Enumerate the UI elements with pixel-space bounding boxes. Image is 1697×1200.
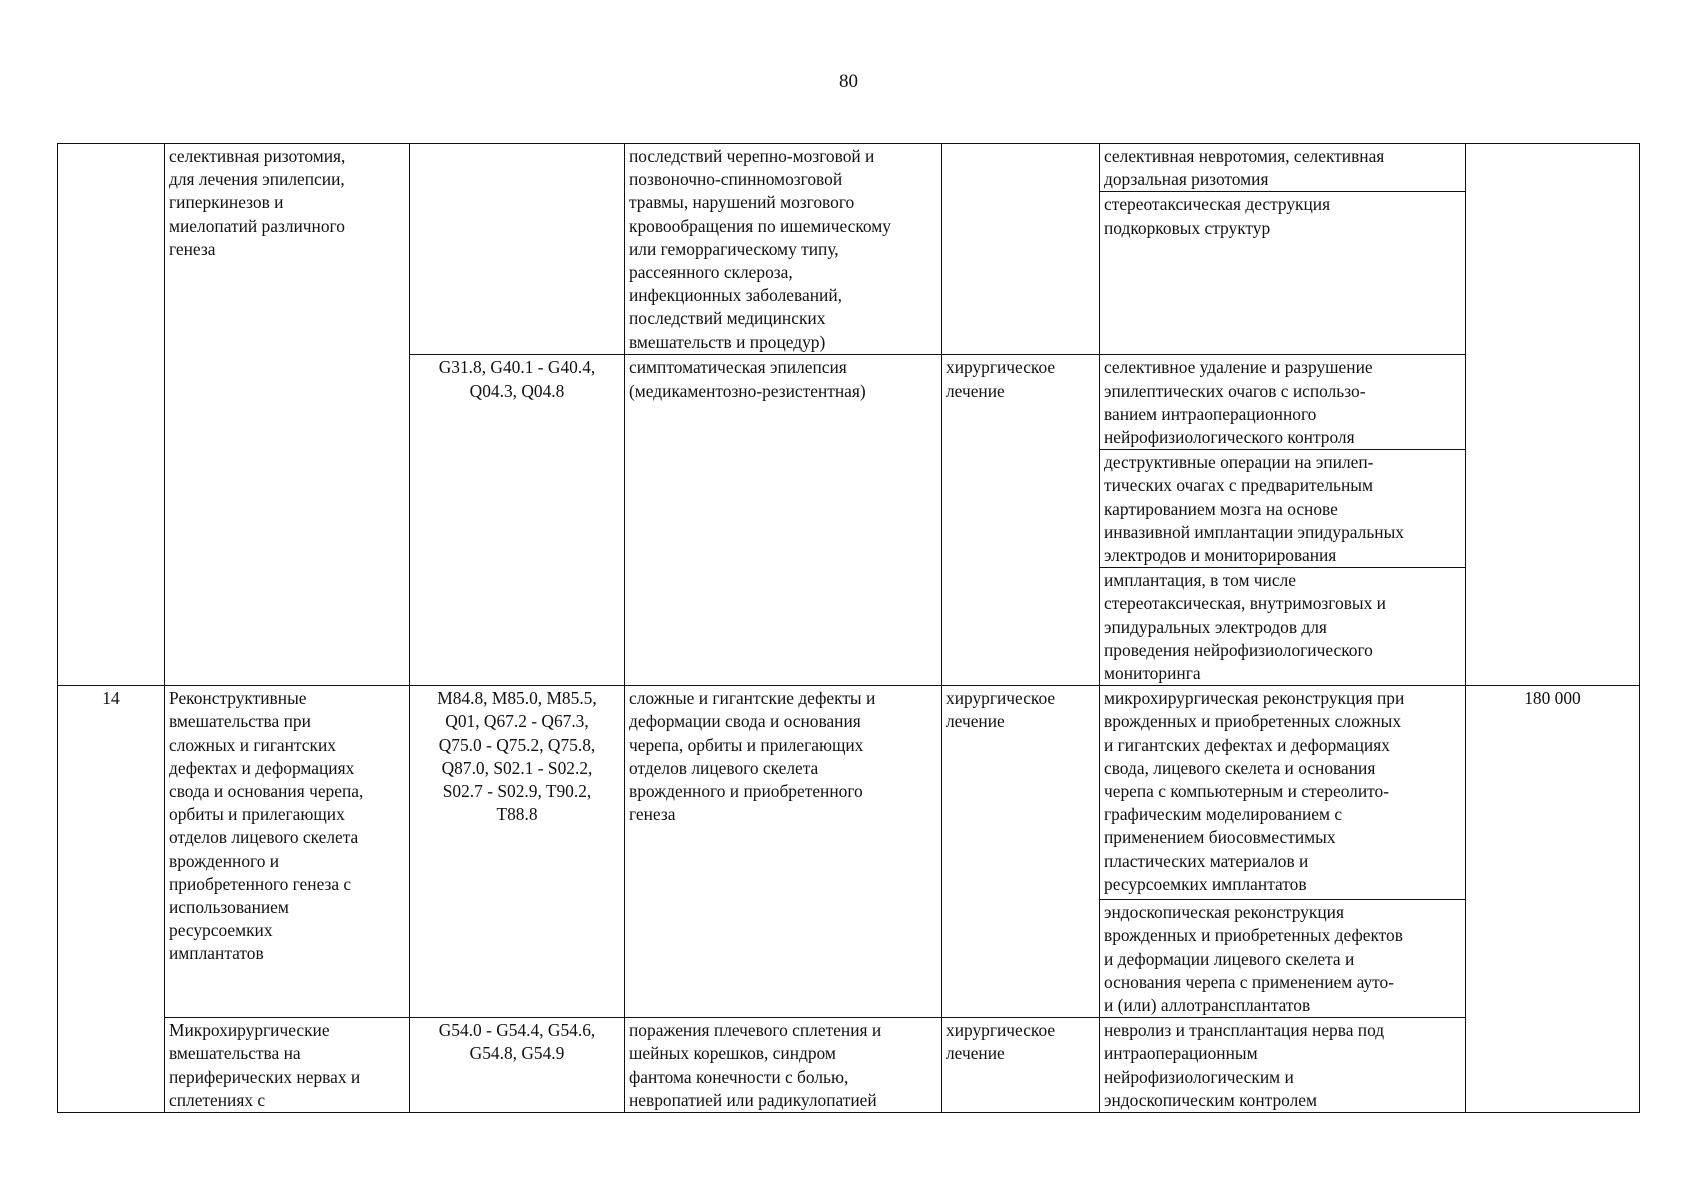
page-number: 80 bbox=[839, 71, 858, 92]
cell-intervention-name bbox=[165, 1018, 410, 1113]
diagnosis-text: симптоматическая эпилепсия (медикаментозно-резистентная) bbox=[629, 357, 866, 401]
cell-treatment bbox=[942, 1018, 1100, 1113]
cell-cost bbox=[1466, 686, 1640, 1113]
cost-text: 180 000 bbox=[1524, 688, 1581, 709]
cell-intervention-name bbox=[165, 144, 410, 686]
row-number-text: 14 bbox=[102, 688, 120, 709]
intervention-name-text: селективная ризотомия, для лечения эпилепсии, гиперкинезов и миелопатий различного генеза bbox=[169, 146, 346, 259]
cell-treatment bbox=[942, 686, 1100, 1018]
method-text: селективная невротомия, селективная дорзальная ризотомия bbox=[1104, 146, 1385, 190]
medical-services-table bbox=[57, 143, 1640, 1113]
cell-diagnosis bbox=[625, 1018, 942, 1113]
table-row bbox=[58, 1018, 1640, 1113]
method-text: невролиз и трансплантация нерва под интраоперационным нейрофизиологическим и эндоскопическим контролем bbox=[1104, 1020, 1385, 1110]
cell-diagnosis bbox=[625, 144, 942, 355]
method-text: микрохирургическая реконструкция при врожденных и приобретенных сложных и гигантских дефектах и деформациях свода, лицевого скелета и основания черепа с компьютерным и стереолито- графическим моделированием с применением биосовместимых пластических материалов и ресурсоемких имплантатов bbox=[1104, 688, 1405, 894]
method-text: селективное удаление и разрушение эпилептических очагов с использо- ванием интраоперационного нейрофизиологического контроля bbox=[1104, 357, 1373, 448]
intervention-name-text: Реконструктивные вмешательства при сложных и гигантских дефектах и деформациях свода и основания черепа, орбиты и прилегающих отделов лицевого скелета врожденного и приобретенного генеза с использованием ресурсоемких имплантатов bbox=[169, 688, 364, 964]
method-text: стереотаксическая деструкция подкорковых структур bbox=[1104, 194, 1331, 238]
cell-row-number bbox=[58, 686, 165, 1113]
cell-icd-codes bbox=[410, 355, 625, 686]
cell-intervention-name bbox=[165, 686, 410, 1018]
icd-codes-text: G54.0 - G54.4, G54.6, G54.8, G54.9 bbox=[438, 1020, 596, 1064]
icd-codes-text: G31.8, G40.1 - G40.4, Q04.3, Q04.8 bbox=[438, 357, 596, 401]
table-row bbox=[58, 686, 1640, 900]
cell-method bbox=[1100, 900, 1466, 1018]
table-row bbox=[58, 144, 1640, 192]
cell-method bbox=[1100, 192, 1466, 355]
method-text: имплантация, в том числе стереотаксическая, внутримозговых и эпидуральных электродов для проведения нейрофизиологического мониторинга bbox=[1104, 570, 1386, 684]
cell-method bbox=[1100, 450, 1466, 568]
cell-method bbox=[1100, 686, 1466, 900]
treatment-text: хирургическое лечение bbox=[946, 357, 1056, 401]
cell-diagnosis bbox=[625, 686, 942, 1018]
diagnosis-text: сложные и гигантские дефекты и деформации свода и основания черепа, орбиты и прилегающих отделов лицевого скелета врожденного и приобретенного генеза bbox=[629, 688, 876, 825]
cell-method bbox=[1100, 144, 1466, 192]
cell-method bbox=[1100, 1018, 1466, 1113]
cell-method bbox=[1100, 355, 1466, 450]
icd-codes-text: M84.8, M85.0, M85.5, Q01, Q67.2 - Q67.3, Q75.0 - Q75.2, Q75.8, Q87.0, S02.1 - S02.2, S02.7 - S02.9, T90.2, T88.8 bbox=[437, 688, 597, 825]
cell-treatment bbox=[942, 355, 1100, 686]
cell-number-empty bbox=[58, 144, 165, 686]
diagnosis-text: последствий черепно-мозговой и позвоночно-спинномозговой травмы, нарушений мозгового кровообращения по ишемическому или геморрагическому типу, рассеянного склероза, инфекционных заболеваний, последствий медицинских вмешательств и процедур) bbox=[629, 146, 891, 352]
cell-diagnosis bbox=[625, 355, 942, 686]
treatment-text: хирургическое лечение bbox=[946, 688, 1056, 732]
cell-method bbox=[1100, 568, 1466, 686]
method-text: деструктивные операции на эпилеп- тических очагах с предварительным картированием мозга на основе инвазивной имплантации эпидуральных электродов и мониторирования bbox=[1104, 452, 1404, 566]
cell-icd-codes bbox=[410, 1018, 625, 1113]
method-text: эндоскопическая реконструкция врожденных и приобретенных дефектов и деформации лицевого скелета и основания черепа с применением ауто- и (или) аллотрансплантатов bbox=[1104, 902, 1403, 1016]
cell-cost-empty bbox=[1466, 144, 1640, 686]
treatment-text: хирургическое лечение bbox=[946, 1020, 1056, 1064]
diagnosis-text: поражения плечевого сплетения и шейных корешков, синдром фантома конечности с болью, невропатией или радикулопатией bbox=[629, 1020, 882, 1110]
cell-icd-codes-empty bbox=[410, 144, 625, 355]
cell-icd-codes bbox=[410, 686, 625, 1018]
intervention-name-text: Микрохирургические вмешательства на периферических нервах и сплетениях с bbox=[169, 1020, 361, 1110]
cell-treatment-empty bbox=[942, 144, 1100, 355]
